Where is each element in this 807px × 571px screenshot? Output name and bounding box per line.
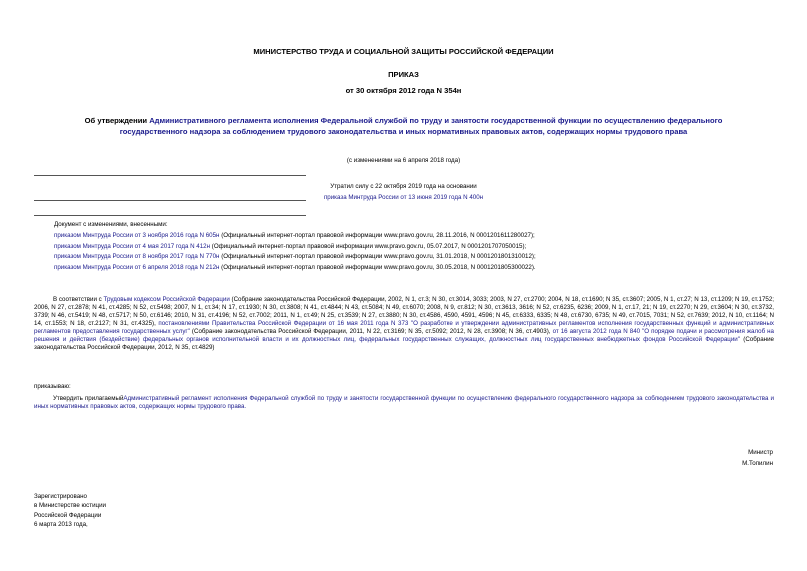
ministry-name: МИНИСТЕРСТВО ТРУДА И СОЦИАЛЬНОЙ ЗАЩИТЫ РОССИЙСКОЙ ФЕДЕРАЦИИ	[253, 47, 554, 56]
title-link[interactable]: Административного регламента исполнения Федеральной службой по труду и занятости государственной функции по осуществлению федерального государственного надзора за соблюдением трудового законодательства и иных нормативных правовых актов, содержащих нормы трудового права	[119, 116, 723, 136]
amendment-link[interactable]: приказом Минтруда России от 4 мая 2017 года N 412н	[54, 242, 211, 250]
list-item	[54, 243, 774, 251]
preamble-text: (Собрание законодательства Российской Федерации, 2002, N 1, ст.3; N 30, ст.3014, 3033; 2003, N 27, ст.2700; 2004, N 18, ст.1690; N 35, ст.3607; 2005, N 1, ст.27; N 13, ст.1209; N 19, ст.1752; 2006, N 27, ст.2878; N 41, ст.4285; N 52, ст.5498; 2007, N 1, ст.34; N 17, ст.1930; N 30, ст.3808; N 41, ст.4844; N 43, ст.5084; N 49, ст.6070; 2008, N 9, ст.812; N 30, ст.3613, 3616; N 52, ст.6235, 6236; 2009, N 1, ст.17, 21; N 19, ст.2270; N 29, ст.3604; N 30, ст.3732, 3739; N 46, ст.5419; N 48, ст.5717; N 50, ст.6146; 2010, N 31, ст.4196; N 52, ст.7002; 2011, N 1, ст.49; N 25, ст.3539; N 27, ст.3880; N 30, ст.4586, 4590, 4591, 4596; N 45, ст.6333, 6335; N 48, ст.6730, 6735; N 49, ст.7015, 7031; N 52, ст.7639; 2012, N 10, ст.1164; N 14, ст.1553; N 18, ст.2127; N 31, ст.4325),	[34, 296, 774, 327]
amendment-link[interactable]: приказом Минтруда России от 6 апреля 2018 года N 212н	[54, 263, 220, 271]
amendments-block	[54, 221, 774, 272]
expired-link[interactable]: приказа Минтруда России от 13 июня 2019 года N 400н	[323, 194, 484, 201]
resolution-840-link[interactable]: от 16 августа 2012 года N 840 "О порядке подачи и рассмотрения жалоб на решения и действия (бездействие) федеральных органов исполнительной власти и их должностных лиц, федеральных государственных служащих, должностных лиц государственных внебюджетных фондов Российской Федерации"	[34, 328, 774, 343]
doc-title	[60, 115, 747, 137]
regulation-link[interactable]: Административный регламент исполнения Федеральной службой по труду и занятости государственной функции по осуществлению федерального государственного надзора за соблюдением трудового законодательства и иных нормативных правовых актов, содержащих нормы трудового права.	[34, 395, 774, 410]
order-approve	[34, 395, 774, 411]
title-prefix: Об утверждении	[84, 116, 150, 125]
preamble-text: (Собрание законодательства Российской Федерации, 2011, N 22, ст.3169; N 35, ст.5092; 2012, N 28, ст.3908; N 36, ст.4903),	[189, 328, 553, 335]
signature-position: Министр	[748, 449, 773, 456]
preamble	[34, 296, 774, 352]
revision-note: (с изменениями на 6 апреля 2018 года)	[346, 157, 461, 164]
preamble-text: (Собрание законодательства Российской Федерации, 2012, N 35, ст.4829)	[34, 336, 774, 351]
government-resolution-link[interactable]: постановлениями Правительства Российской Федерации от 16 мая 2011 года N 373 "О разработке и утверждении административных регламентов исполнения государственных функций и административных регламентов предоставления государственных услуг"	[34, 320, 774, 335]
divider	[34, 175, 306, 176]
amendments-heading: Документ с изменениями, внесенными:	[54, 221, 168, 228]
doc-date-number: от 30 октября 2012 года N 354н	[345, 86, 462, 95]
preamble-text: В соответствии с	[53, 296, 104, 303]
divider	[34, 215, 306, 216]
registration-line: Российской Федерации	[34, 511, 102, 519]
amendment-source: (Официальный интернет-портал правовой информации www.pravo.gov.ru, 31.01.2018, N 0001201801310012);	[219, 253, 536, 260]
registration-line: 6 марта 2013 года,	[34, 521, 88, 529]
list-item	[54, 253, 774, 261]
registration-line: Зарегистрировано	[34, 493, 87, 500]
list-item	[54, 264, 774, 272]
order-word: приказываю:	[34, 383, 71, 390]
labor-code-link[interactable]: Трудовым кодексом Российской Федерации	[103, 296, 230, 303]
amendment-source: (Официальный интернет-портал правовой информации www.pravo.gov.ru, 30.05.2018, N 0001201805300022).	[219, 263, 536, 271]
amendment-link[interactable]: приказом Минтруда России от 8 ноября 2017 года N 770н	[54, 253, 220, 260]
expired-note: Утратил силу с 22 октября 2019 года на основании	[330, 183, 477, 190]
doc-type: ПРИКАЗ	[388, 70, 419, 79]
signature-name: М.Топилин	[742, 460, 773, 467]
approve-text: Утвердить прилагаемый	[53, 395, 124, 402]
amendment-source: (Официальный интернет-портал правовой информации www.pravo.gov.ru, 28.11.2016, N 0001201611280027);	[219, 232, 535, 239]
registration-line: в Министерстве юстиции	[34, 502, 107, 510]
list-item	[54, 232, 774, 240]
registration-block	[34, 492, 106, 530]
amendment-link[interactable]: приказом Минтруда России от 3 ноября 2016 года N 605н	[54, 232, 220, 239]
amendment-source: (Официальный интернет-портал правовой информации www.pravo.gov.ru, 05.07.2017, N 0001201707050015);	[210, 242, 527, 250]
